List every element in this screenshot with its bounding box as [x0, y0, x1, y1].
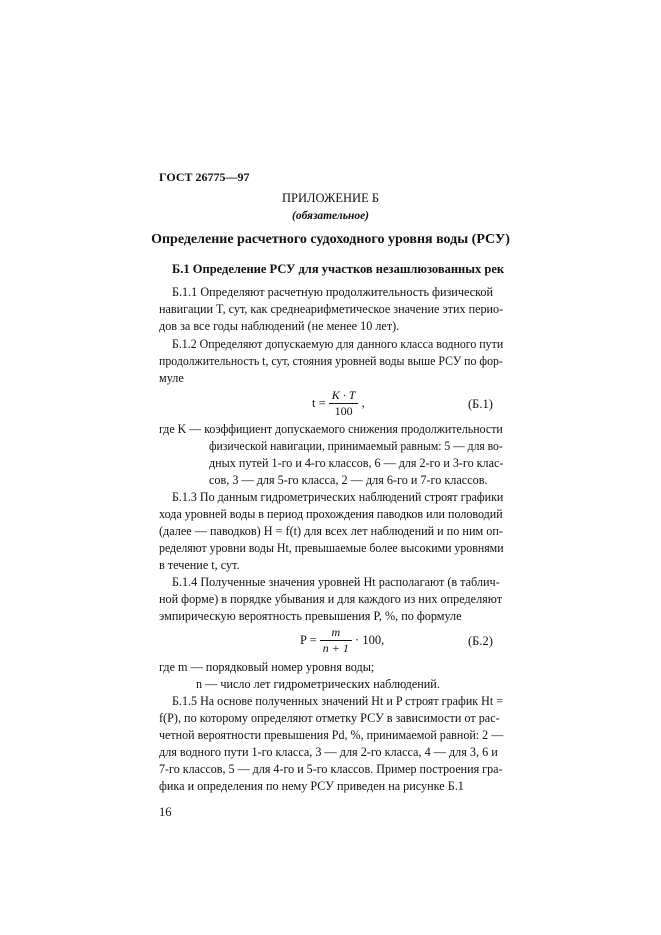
body-line: четной вероятности превышения Pd, %, принимаемой равной: 2 —	[159, 728, 504, 742]
formula-b2-denominator: n + 1	[322, 641, 349, 655]
body-line: (далее — паводков) H = f(t) для всех лет наблюдений и по ним оп-	[159, 524, 503, 538]
formula-b1	[312, 388, 365, 419]
body-line: дных путей 1-го и 4-го классов, 6 — для 2-го и 3-го клас-	[209, 456, 504, 470]
body-line: Б.1.3 По данным гидрометрических наблюдений строят графики	[172, 490, 504, 504]
annex-title: Определение расчетного судоходного уровня воды (РСУ)	[151, 232, 510, 247]
body-line: ной форме) в порядке убывания и для каждого из них определяют	[159, 592, 503, 606]
body-line: продолжительность t, сут, стояния уровней воды выше РСУ по фор-	[159, 354, 503, 368]
formula-b2	[300, 625, 384, 656]
body-line: муле	[159, 371, 184, 385]
body-line: 7-го классов, 5 — для 4-го и 5-го классов. Пример построения гра-	[159, 762, 503, 776]
body-line: фика и определения по нему РСУ приведен на рисунке Б.1	[159, 779, 464, 793]
body-line: эмпирическую вероятность превышения P, %, по формуле	[159, 609, 462, 623]
body-line: в течение t, сут.	[159, 558, 240, 572]
formula-b1-number: (Б.1)	[468, 397, 493, 411]
body-line: физической навигации, принимаемый равным: 5 — для во-	[209, 439, 503, 453]
body-line: где K — коэффициент допускаемого снижения продолжительности	[159, 422, 503, 436]
body-line: Б.1.2 Определяют допускаемую для данного класса водного пути	[172, 337, 504, 351]
body-line: ределяют уровни воды Ht, превышаемые более высокими уровнями	[159, 541, 504, 555]
body-line: дов за все годы наблюдений (не менее 10 лет).	[159, 319, 400, 333]
formula-b2-fraction	[320, 625, 352, 656]
formula-b1-tail: ,	[361, 396, 365, 410]
body-line: для водного пути 1-го класса, 3 — для 2-го класса, 4 — для 3, 6 и	[159, 745, 498, 759]
formula-b2-lhs: P =	[300, 633, 317, 647]
annex-status: (обязательное)	[291, 210, 370, 222]
formula-b1-fraction	[329, 388, 359, 419]
formula-b1-lhs: t =	[312, 396, 326, 410]
body-line: n — число лет гидрометрических наблюдений.	[196, 677, 440, 691]
body-line: Б.1.1 Определяют расчетную продолжительность физической	[172, 285, 493, 299]
body-line: хода уровней воды в период прохождения паводков или половодий	[159, 507, 503, 521]
formula-b2-numerator: m	[320, 625, 352, 641]
standard-number: ГОСТ 26775—97	[159, 170, 250, 184]
body-line: Б.1.5 На основе полученных значений Ht и P строят график Ht =	[172, 694, 504, 708]
annex-heading: ПРИЛОЖЕНИЕ Б	[281, 191, 380, 205]
body-line: навигации T, сут, как среднеарифметическое значение этих перио-	[159, 302, 504, 316]
formula-b1-numerator: K · T	[329, 388, 359, 404]
body-line: Б.1.4 Полученные значения уровней Ht располагают (в таблич-	[172, 575, 500, 589]
formula-b2-tail: · 100,	[355, 633, 385, 647]
body-line: где m — порядковый номер уровня воды;	[159, 660, 375, 674]
section-heading: Б.1 Определение РСУ для участков незашлюзованных рек	[172, 262, 505, 276]
body-line: f(P), по которому определяют отметку РСУ в зависимости от рас-	[159, 711, 500, 725]
formula-b2-number: (Б.2)	[468, 634, 493, 648]
body-line: сов, 3 — для 5-го класса, 2 — для 6-го и 7-го классов.	[209, 473, 488, 487]
page-number: 16	[159, 805, 172, 819]
formula-b1-denominator: 100	[334, 404, 353, 418]
